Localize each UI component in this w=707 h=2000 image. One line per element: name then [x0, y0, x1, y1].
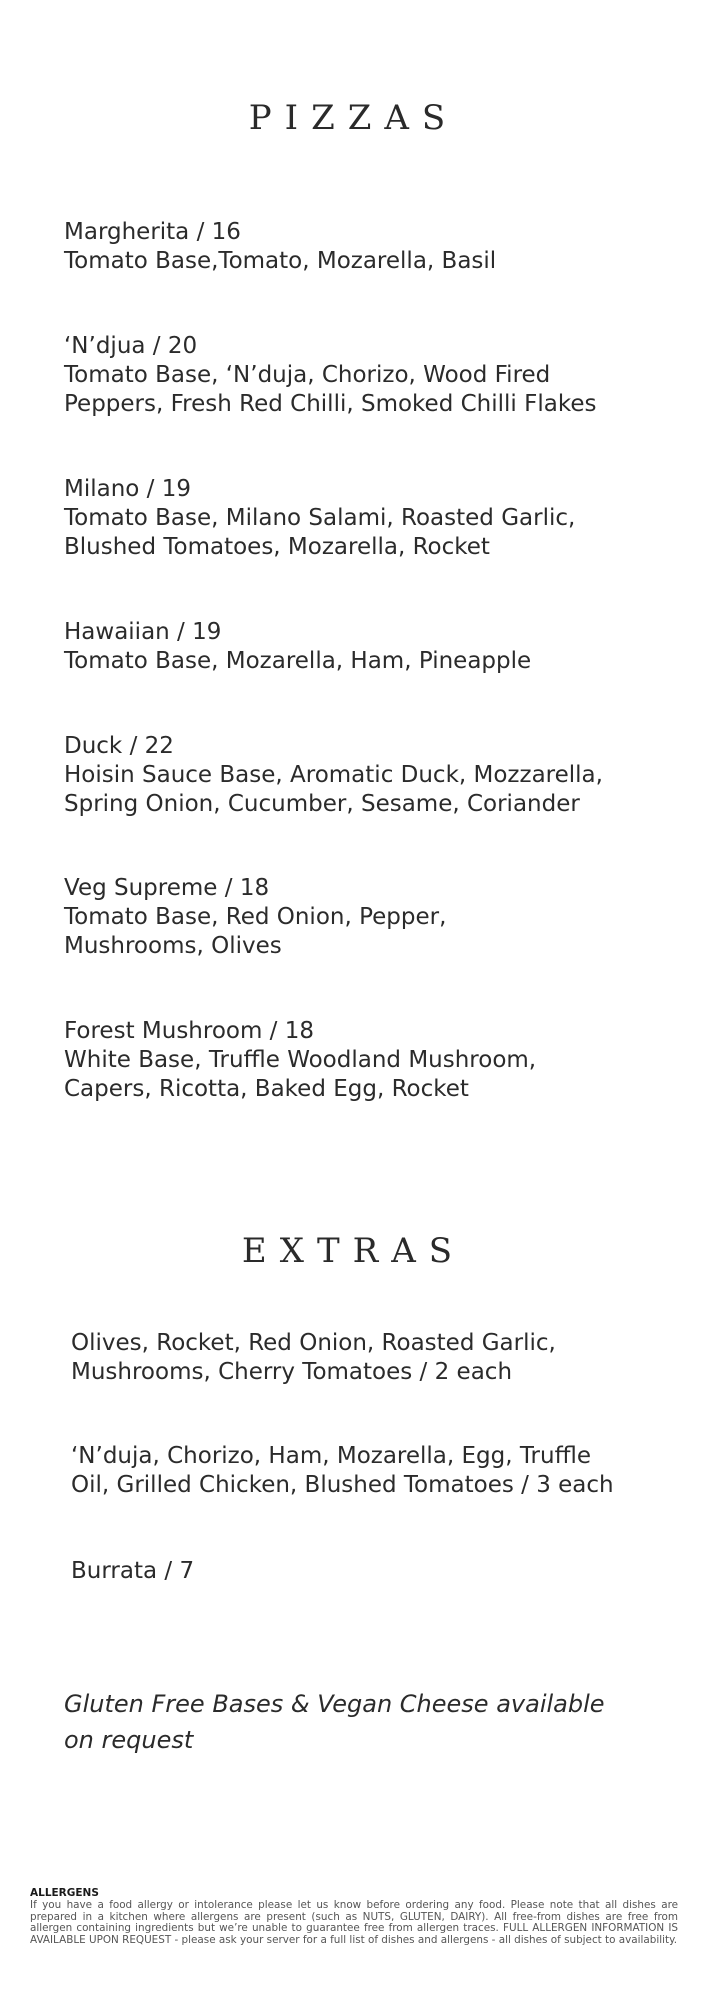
allergens-body: If you have a food allergy or intolerance please let us know before ordering any food. Please note that all dishes are prepared in a kitchen where allergens are present (such as NUTS, GLUTEN, DAIRY). All free-from dishes are free from allergen containing ingredients but we’re unable to guarantee free from allergen traces. FULL ALLERGEN INFORMATION IS AVAILABLE UPON REQUEST - please ask your server for a full list of dishes and allergens - all dishes of subject to availability. — [30, 1899, 678, 1946]
menu-item-veg-supreme — [64, 874, 664, 961]
menu-item-title: Veg Supreme / 18 — [64, 875, 270, 901]
menu-item-duck — [64, 732, 664, 819]
menu-item-description: Tomato Base, ‘N’duja, Chorizo, Wood Fired — [64, 362, 551, 388]
extras-item-2-each — [71, 1329, 671, 1387]
extras-heading: EXTRAS — [241, 1231, 466, 1271]
menu-item-description: Capers, Ricotta, Baked Egg, Rocket — [64, 1076, 469, 1102]
allergens-title: ALLERGENS — [30, 1887, 99, 1899]
dietary-note — [64, 1686, 664, 1758]
menu-item-margherita — [64, 218, 664, 276]
menu-item-forest-mushroom — [64, 1017, 664, 1104]
menu-item-description: Hoisin Sauce Base, Aromatic Duck, Mozzarella, — [64, 762, 603, 788]
extras-line: Olives, Rocket, Red Onion, Roasted Garlic, — [71, 1330, 556, 1356]
menu-item-description: Tomato Base,Tomato, Mozarella, Basil — [64, 248, 497, 274]
dietary-note-line: Gluten Free Bases & Vegan Cheese available — [64, 1690, 605, 1718]
menu-item-title: Margherita / 16 — [64, 219, 241, 245]
menu-item-description: White Base, Truffle Woodland Mushroom, — [64, 1047, 537, 1073]
menu-item-title: ‘N’djua / 20 — [64, 333, 198, 359]
menu-item-description: Tomato Base, Mozarella, Ham, Pineapple — [64, 648, 532, 674]
menu-item-milano — [64, 475, 664, 562]
menu-item-title: Forest Mushroom / 18 — [64, 1018, 315, 1044]
menu-item-title: Duck / 22 — [64, 733, 174, 759]
extras-line: ‘N’duja, Chorizo, Ham, Mozarella, Egg, Truffle — [71, 1443, 591, 1469]
menu-item-title: Milano / 19 — [64, 476, 192, 502]
menu-item-title: Hawaiian / 19 — [64, 619, 222, 645]
dietary-note-line: on request — [64, 1726, 194, 1754]
menu-item-description: Tomato Base, Milano Salami, Roasted Garlic, — [64, 505, 576, 531]
extras-line: Oil, Grilled Chicken, Blushed Tomatoes / 3 each — [71, 1472, 614, 1498]
allergens-notice — [30, 1886, 678, 1946]
extras-item-3-each — [71, 1442, 671, 1500]
extras-line: Mushrooms, Cherry Tomatoes / 2 each — [71, 1359, 513, 1385]
menu-item-description: Blushed Tomatoes, Mozarella, Rocket — [64, 534, 490, 560]
menu-item-description: Mushrooms, Olives — [64, 933, 282, 959]
menu-item-ndjua — [64, 332, 664, 419]
menu-item-description: Peppers, Fresh Red Chilli, Smoked Chilli Flakes — [64, 391, 597, 417]
menu-item-description: Tomato Base, Red Onion, Pepper, — [64, 904, 447, 930]
extras-item-burrata — [71, 1557, 671, 1586]
pizzas-heading: PIZZAS — [248, 98, 459, 138]
extras-line: Burrata / 7 — [71, 1558, 195, 1584]
menu-item-description: Spring Onion, Cucumber, Sesame, Coriander — [64, 791, 580, 817]
menu-item-hawaiian — [64, 618, 664, 676]
